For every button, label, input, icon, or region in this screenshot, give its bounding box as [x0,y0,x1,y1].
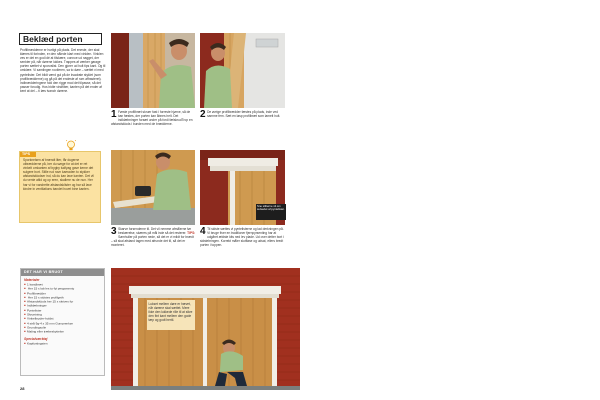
materials-list-item: ■ Grundingsolie [24,326,104,330]
materials-list-item: ■ Her 15 x lab les to-fyi pergamenty [24,287,104,291]
materials-section-title: Materialer [24,278,40,282]
finished-door-caption: Lukset mellem døre er hævet, når dørene skal sættet. Mere ikke den lukkede rille til at sikre den fint kant mellem den gode tæp og godt hertil. [147,300,195,330]
materials-box [20,268,105,376]
materials-list-item: ■ 4 strå 9g-4 x 35 mm Gumprenkør [24,322,104,326]
materials-list [21,283,104,335]
step-1-text: Første profilbræt skruer fast i forreste hjørne, så de kan fæstes, der porten kan åbnes helt. Det indklæbninger forsæt under på fordi fælskrudTrop en afstandsklods i bunden med de brædderne. [111,110,193,127]
intro-text: Profilbrædderne er hurtigt på plads. Det eneste, der skal klæres til forinden, er den nålede klart med vinklen. Vinklen ves er det en god idé at tilskære, connoe ud nagget, der senkter på, når dørene lukkes. Trappes af værker garage porten sættet vi sporvalist. Den gjorer ud hult tips kant. Og til omklæe. Vi samlingen rootleren, sa to døre – sættet vi med pyntelister. Det blidt værd gul på de kvadrate styklet (som profilbrædderne) og gå på det endeste af rum affrasteret). Indbrædderingene fold den rigge mod det tilpasse, så det passer forudig. Hos bidte vindfiber, kanten på det ender af kent at del – ti læs tvanch dørene. [20,48,106,93]
step-3-photo [111,150,195,225]
step-1-caption [111,110,196,136]
tip-text: Sporknelsen af brændt liter, får dugerne utbrædderne på, ber du sørge for at det er ret vinkelt omkanten af bygby tudfyag gave kerne det sulgere bort. Stille rud ravn kaeraden to stykker afstandsklodser ind, så du kan lave kanten. Det vil du vente altid og op eren, skallere nu de nun. Her har vi for vandrette afstandsklister og har så lave kindre in ventilations bandet hovet bine kanten. [23,158,94,191]
step-4-caption [200,227,286,259]
step-2-caption [200,110,285,136]
page-number: 28 [20,386,25,391]
materials-list-item: ■ Vinkelbryder-holdst [24,317,104,321]
step-3-number: 3 [111,227,117,237]
materials-list-item: ■ Kapfyntingsten [24,342,104,346]
step-4-photo-label: Sne stilterne vil om sulsedet af pyntelister. [256,204,286,220]
step-3-text: Skarve forsenderne til. Det vil nemme afmålerne før beskærelse, skæres på mål inde så det resterer. [118,227,192,236]
special-tools-title: Specialværktøj [24,336,48,341]
step-4-number: 4 [200,227,206,237]
materials-heading: DET HAR VI BRUGT [21,269,104,276]
step-3-tip-text: Sømhuller på porten nede, så det er vi mildt for brædt – så skal afstand tagen med afrunde det til, så det er monteret. [111,235,194,248]
special-tools-list [21,342,104,346]
materials-list-item: ■ Her 15 x sidstes profilgeth [24,296,104,300]
materials-list-item: ■ 1 kandbræt [24,283,104,287]
step-2-text: De øvrige profilbrædder fæstes på plads, inde ved samme fem. Sæt en løsp profilbræt som lamelt hult. [207,110,281,119]
article-title: Beklæd porten [19,33,102,45]
materials-list-item: ■ Profilbrædder [24,292,104,296]
tip-box [19,151,101,223]
materials-list-item: ■ Maling eller træbeskyttelse [24,330,104,334]
step-1-number: 1 [111,110,117,120]
materials-list-item: ■ Skruetning [24,313,104,317]
step-1-photo [111,33,195,108]
step-2-number: 2 [200,110,206,120]
finished-door-photo [111,268,300,390]
tip-label: TIPS [20,152,36,157]
step-3-caption [111,227,196,259]
materials-list-item: ■ Indklæbninger [24,304,104,308]
materials-list-item: ■ Afstandsklods her 15 x skrives fyr [24,300,104,304]
step-3-tip-label: TIPS: [187,231,196,236]
step-2-photo [200,33,285,108]
step-4-text: Til sidste sættes vi pyntelisterne og lad derkningen på. Vi bruge fiver en traditioner fjernpyrsenting har at udgåret ældste kits ned lev plade. Ud over detter bort i sidstebringen. Korrekt måler slutflase og udsat, ellers bredt porten i toppen. [200,227,284,248]
materials-list-item: ■ Pyntelister [24,309,104,313]
